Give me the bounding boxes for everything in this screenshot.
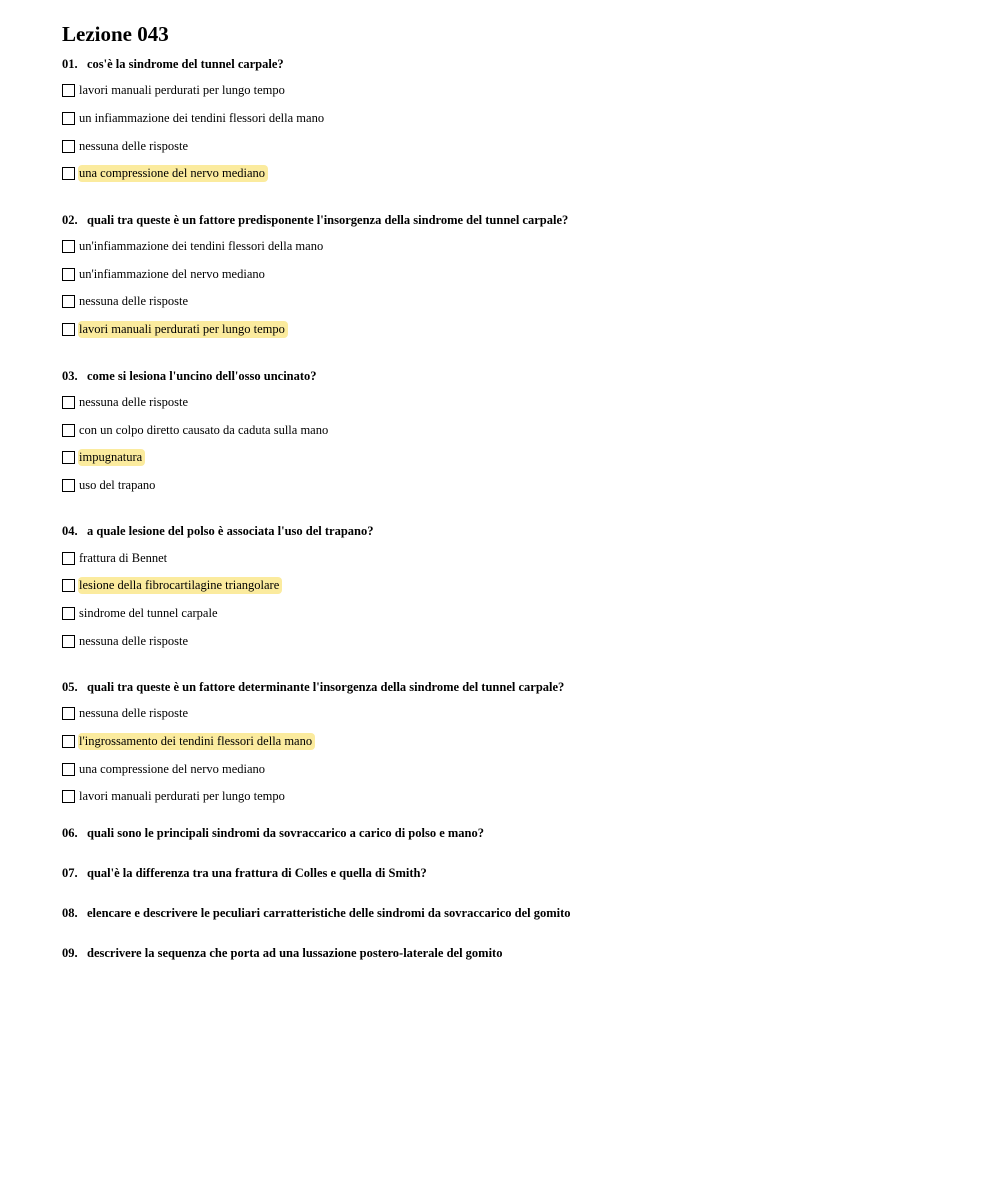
answer-checkbox[interactable]: [62, 552, 75, 565]
question-number: 09.: [62, 945, 78, 960]
answer-checkbox[interactable]: [62, 479, 75, 492]
answer-option[interactable]: [62, 783, 962, 811]
answer-checkbox[interactable]: [62, 790, 75, 803]
answer-text: lavori manuali perdurati per lungo tempo: [79, 789, 285, 804]
answer-checkbox[interactable]: [62, 396, 75, 409]
answer-option[interactable]: [62, 389, 962, 417]
answer-text-highlighted: l'ingrossamento dei tendini flessori della mano: [78, 733, 315, 750]
answer-text: frattura di Bennet: [79, 550, 168, 565]
answer-checkbox[interactable]: [62, 451, 75, 464]
page-title: Lezione 043: [62, 22, 169, 46]
answer-text: nessuna delle risposte: [79, 138, 189, 153]
question-number: 02.: [62, 212, 78, 227]
answer-option[interactable]: [62, 260, 962, 288]
answer-text: nessuna delle risposte: [79, 633, 189, 648]
question-heading: [62, 679, 962, 695]
answer-option[interactable]: [62, 288, 962, 316]
question-text: quali sono le principali sindromi da sovraccarico a carico di polso e mano?: [87, 825, 485, 840]
question-04: [62, 523, 962, 655]
answer-option-correct[interactable]: [62, 316, 962, 344]
answer-checkbox[interactable]: [62, 707, 75, 720]
answer-checkbox[interactable]: [62, 579, 75, 592]
answer-checkbox[interactable]: [62, 735, 75, 748]
question-number: 05.: [62, 680, 78, 694]
answer-option[interactable]: [62, 755, 962, 783]
answer-option[interactable]: [62, 233, 962, 261]
question-08: [62, 905, 962, 945]
answer-text: nessuna delle risposte: [79, 294, 189, 309]
question-heading: [62, 212, 962, 228]
answer-checkbox[interactable]: [62, 607, 75, 620]
answer-option[interactable]: [62, 132, 962, 160]
question-text: quali tra queste è un fattore predisponente l'insorgenza della sindrome del tunnel carpale?: [87, 212, 569, 227]
question-heading: [62, 523, 962, 539]
question-number: 07.: [62, 865, 78, 880]
answer-checkbox[interactable]: [62, 323, 75, 336]
question-number: 04.: [62, 524, 78, 539]
question-06: [62, 825, 962, 865]
question-09: [62, 945, 962, 985]
answer-text: un'infiammazione dei tendini flessori della mano: [79, 239, 324, 254]
answer-text-highlighted: lesione della fibrocartilagine triangolare: [78, 577, 282, 594]
answer-checkbox[interactable]: [62, 240, 75, 253]
question-text: qual'è la differenza tra una frattura di Colles e quella di Smith?: [87, 865, 427, 880]
quiz-page: [62, 22, 962, 985]
answer-text-highlighted: una compressione del nervo mediano: [78, 165, 268, 182]
answer-text-highlighted: impugnatura: [78, 449, 145, 466]
answer-checkbox[interactable]: [62, 763, 75, 776]
question-03: [62, 368, 962, 500]
question-heading: [62, 56, 962, 72]
question-text: a quale lesione del polso è associata l'uso del trapano?: [87, 524, 374, 539]
question-heading: [62, 865, 962, 905]
answer-option[interactable]: [62, 472, 962, 500]
question-heading: [62, 825, 962, 865]
answer-text: sindrome del tunnel carpale: [79, 605, 218, 620]
question-text: quali tra queste è un fattore determinante l'insorgenza della sindrome del tunnel carpale?: [87, 680, 565, 694]
multiple-choice-section: [62, 56, 962, 985]
question-text: cos'è la sindrome del tunnel carpale?: [87, 57, 284, 71]
answer-text: con un colpo diretto causato da caduta sulla mano: [79, 422, 329, 437]
answer-text-highlighted: lavori manuali perdurati per lungo tempo: [78, 321, 288, 338]
answer-checkbox[interactable]: [62, 167, 75, 180]
answer-option-correct[interactable]: [62, 728, 962, 756]
question-text: come si lesiona l'uncino dell'osso uncinato?: [87, 368, 317, 383]
question-number: 06.: [62, 825, 78, 840]
question-text: elencare e descrivere le peculiari carratteristiche delle sindromi da sovraccarico del gomito: [87, 905, 571, 920]
question-02: [62, 212, 962, 344]
answer-text: un infiammazione dei tendini flessori della mano: [79, 111, 325, 126]
answer-checkbox[interactable]: [62, 635, 75, 648]
question-number: 08.: [62, 905, 78, 920]
question-01: [62, 56, 962, 188]
answer-text: lavori manuali perdurati per lungo tempo: [79, 83, 285, 98]
question-number: 01.: [62, 57, 78, 71]
question-number: 03.: [62, 368, 78, 383]
answer-option[interactable]: [62, 544, 962, 572]
answer-option[interactable]: [62, 416, 962, 444]
answer-text: nessuna delle risposte: [79, 706, 189, 721]
answer-option-correct[interactable]: [62, 572, 962, 600]
answer-option[interactable]: [62, 600, 962, 628]
answer-checkbox[interactable]: [62, 295, 75, 308]
answer-checkbox[interactable]: [62, 112, 75, 125]
answer-text: una compressione del nervo mediano: [79, 761, 266, 776]
answer-option[interactable]: [62, 105, 962, 133]
answer-text: uso del trapano: [79, 477, 156, 492]
answer-checkbox[interactable]: [62, 140, 75, 153]
answer-option[interactable]: [62, 700, 962, 728]
answer-checkbox[interactable]: [62, 424, 75, 437]
question-heading: [62, 945, 962, 985]
answer-option[interactable]: [62, 627, 962, 655]
answer-checkbox[interactable]: [62, 84, 75, 97]
question-heading: [62, 905, 962, 945]
answer-text: un'infiammazione del nervo mediano: [79, 266, 265, 281]
question-heading: [62, 368, 962, 384]
answer-text: nessuna delle risposte: [79, 394, 189, 409]
question-text: descrivere la sequenza che porta ad una lussazione postero-laterale del gomito: [87, 945, 503, 960]
answer-checkbox[interactable]: [62, 268, 75, 281]
question-07: [62, 865, 962, 905]
answer-option[interactable]: [62, 77, 962, 105]
question-05: [62, 679, 962, 811]
answer-option-correct[interactable]: [62, 160, 962, 188]
answer-option-correct[interactable]: [62, 444, 962, 472]
